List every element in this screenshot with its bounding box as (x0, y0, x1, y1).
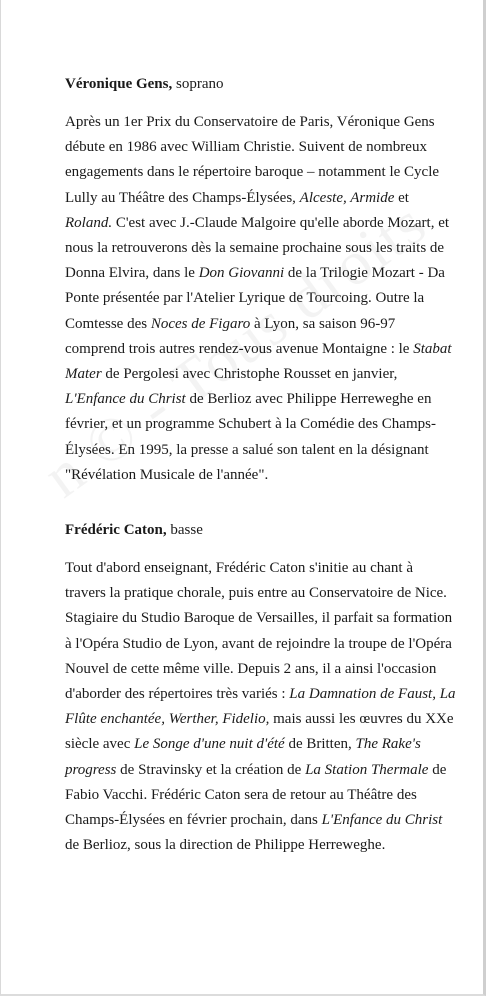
artist-role: soprano (172, 76, 224, 92)
text-segment: de Britten, (284, 736, 356, 753)
bio-paragraph (65, 556, 457, 858)
artist-role: basse (166, 522, 203, 539)
section-heading (65, 518, 457, 542)
document-content (65, 72, 457, 858)
italic-title-segment: Don Giovanni (198, 265, 285, 282)
italic-title-segment: L'Enfance du Christ (65, 391, 186, 408)
italic-title-segment: Noces de Figaro (150, 315, 251, 332)
italic-title-segment: Le Songe d'une nuit d'été (134, 736, 285, 753)
text-segment: de Fabio Vacchi. Frédéric Caton sera de retour au Théâtre des Champs-Élysées en février prochain, dans (65, 761, 447, 829)
text-segment: de Pergolesi avec Christophe Rousset en janvier, (101, 366, 398, 383)
text-segment: de Berlioz, sous la direction de Philippe Herreweghe. (65, 837, 386, 854)
text-segment: à Lyon, sa saison 96-97 comprend trois autres rendez-vous avenue Montaigne : le (65, 315, 414, 357)
section-heading (65, 72, 457, 96)
text-segment: de Stravinsky et la création de (116, 761, 306, 778)
bio-veronique-gens (65, 72, 457, 488)
text-segment: et (394, 189, 409, 206)
artist-name: Frédéric Caton, (65, 522, 167, 539)
italic-title-segment: Roland. (65, 214, 113, 231)
italic-title-segment: La Station Thermale (305, 761, 429, 778)
text-segment: C'est avec J.-Claude Malgoire qu'elle aborde Mozart, et nous la retrouverons dès la semaine prochaine sous les traits de Donna Elvira, dans le (65, 214, 450, 282)
italic-title-segment: L'Enfance du Christ (321, 812, 443, 829)
text-segment: de Berlioz avec Philippe Herreweghe en février, et un programme Schubert à la Comédie des Champs-Élysées. En 1995, la presse a salué son talent en la désignant "Révélation Musicale de l'année". (65, 391, 436, 483)
italic-title-segment: La Damnation de Faust, La Flûte enchantée, Werther, Fidelio, (65, 686, 456, 728)
text-segment: Après un 1er Prix du Conservatoire de Paris, Véronique Gens débute en 1986 avec William Christie. Suivent de nombreux engagements dans le répertoire baroque – notamment le Cycle Lully au Théâtre des Champs-Élysées, (65, 114, 440, 206)
bio-paragraph (65, 110, 457, 488)
text-segment: de la Trilogie Mozart - Da Ponte présentée par l'Atelier Lyrique de Tourcoing. Outre la Comtesse des (65, 265, 445, 332)
italic-title-segment: Stabat Mater (65, 340, 452, 383)
bio-frederic-caton (65, 518, 457, 858)
italic-title-segment: The Rake's progress (65, 736, 421, 778)
text-segment: Tout d'abord enseignant, Frédéric Caton s'initie au chant à travers la pratique chorale, puis entre au Conservatoire de Nice. Stagiaire du Studio Baroque de Versailles, il parfait sa formation à l'Opéra Studio de Lyon, avant de rejoindre la troupe de l'Opéra Nouvel de cette même ville. Depuis 2 ans, il a ainsi l'occasion d'aborder des répertoires très variés : (65, 560, 453, 703)
text-segment: mais aussi les œuvres du XXe siècle avec (65, 711, 454, 753)
artist-name: Véronique Gens, (65, 76, 173, 92)
italic-title-segment: Alceste, Armide (299, 189, 395, 206)
